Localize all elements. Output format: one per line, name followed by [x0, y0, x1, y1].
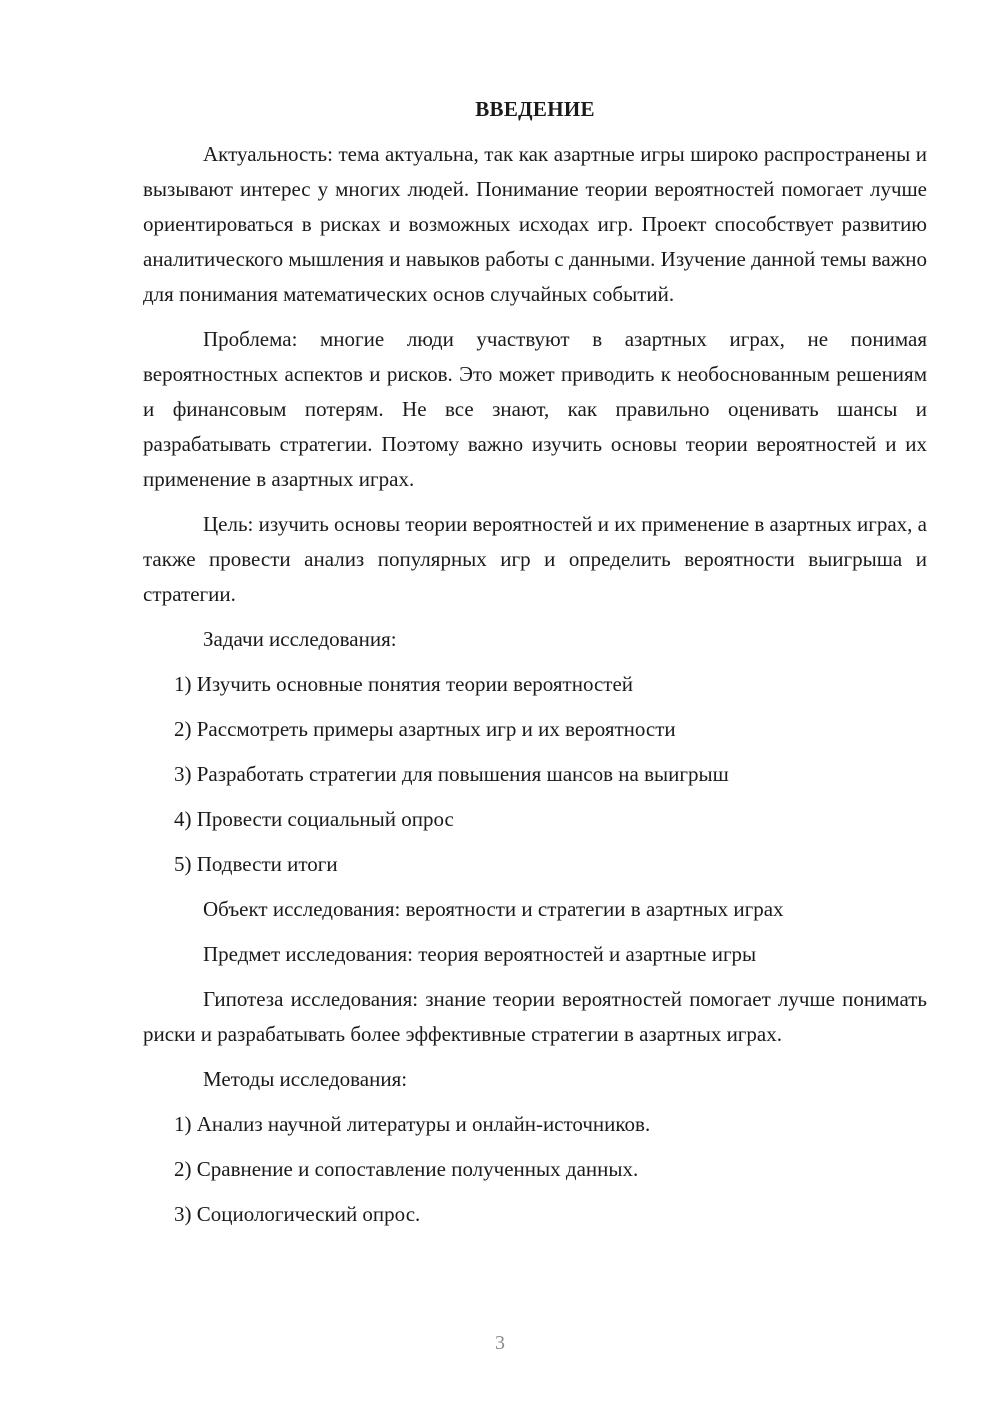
goal-paragraph: Цель: изучить основы теории вероятностей и их применение в азартных играх, а также провести анализ популярных игр и определить вероятности выигрыша и стратегии. [143, 512, 927, 606]
task-item: 1) Изучить основные понятия теории вероятностей [174, 672, 634, 696]
method-item: 1) Анализ научной литературы и онлайн-источников. [174, 1112, 651, 1136]
relevance-paragraph: Актуальность: тема актуальна, так как азартные игры широко распространены и вызывают интерес у многих людей. Понимание теории вероятностей помогает лучше ориентироваться в рисках и возможных исходах игр. Проект способствует развитию аналитического мышления и навыков работы с данными. Изучение данной темы важно для понимания математических основ случайных событий. [143, 142, 927, 306]
method-item: 3) Социологический опрос. [174, 1202, 421, 1226]
problem-paragraph: Проблема: многие люди участвуют в азартных играх, не понимая вероятностных аспектов и рисков. Это может приводить к необоснованным решениям и финансовым потерям. Не все знают, как правильно оценивать шансы и разрабатывать стратегии. Поэтому важно изучить основы теории вероятностей и их применение в азартных играх. [143, 327, 927, 491]
method-item: 2) Сравнение и сопоставление полученных данных. [174, 1157, 639, 1181]
research-subject: Предмет исследования: теория вероятностей и азартные игры [203, 942, 757, 966]
methods-title: Методы исследования: [203, 1067, 408, 1091]
task-item: 5) Подвести итоги [174, 852, 338, 876]
task-item: 2) Рассмотреть примеры азартных игр и их вероятности [174, 717, 676, 741]
page-number: 3 [495, 1332, 505, 1354]
section-heading: ВВЕДЕНИЕ [475, 97, 595, 121]
task-item: 3) Разработать стратегии для повышения шансов на выигрыш [174, 762, 729, 786]
document-page [143, 92, 927, 1242]
research-object: Объект исследования: вероятности и стратегии в азартных играх [203, 897, 784, 921]
tasks-title: Задачи исследования: [203, 627, 397, 651]
hypothesis-paragraph: Гипотеза исследования: знание теории вероятностей помогает лучше понимать риски и разрабатывать более эффективные стратегии в азартных играх. [143, 987, 927, 1046]
task-item: 4) Провести социальный опрос [174, 807, 454, 831]
